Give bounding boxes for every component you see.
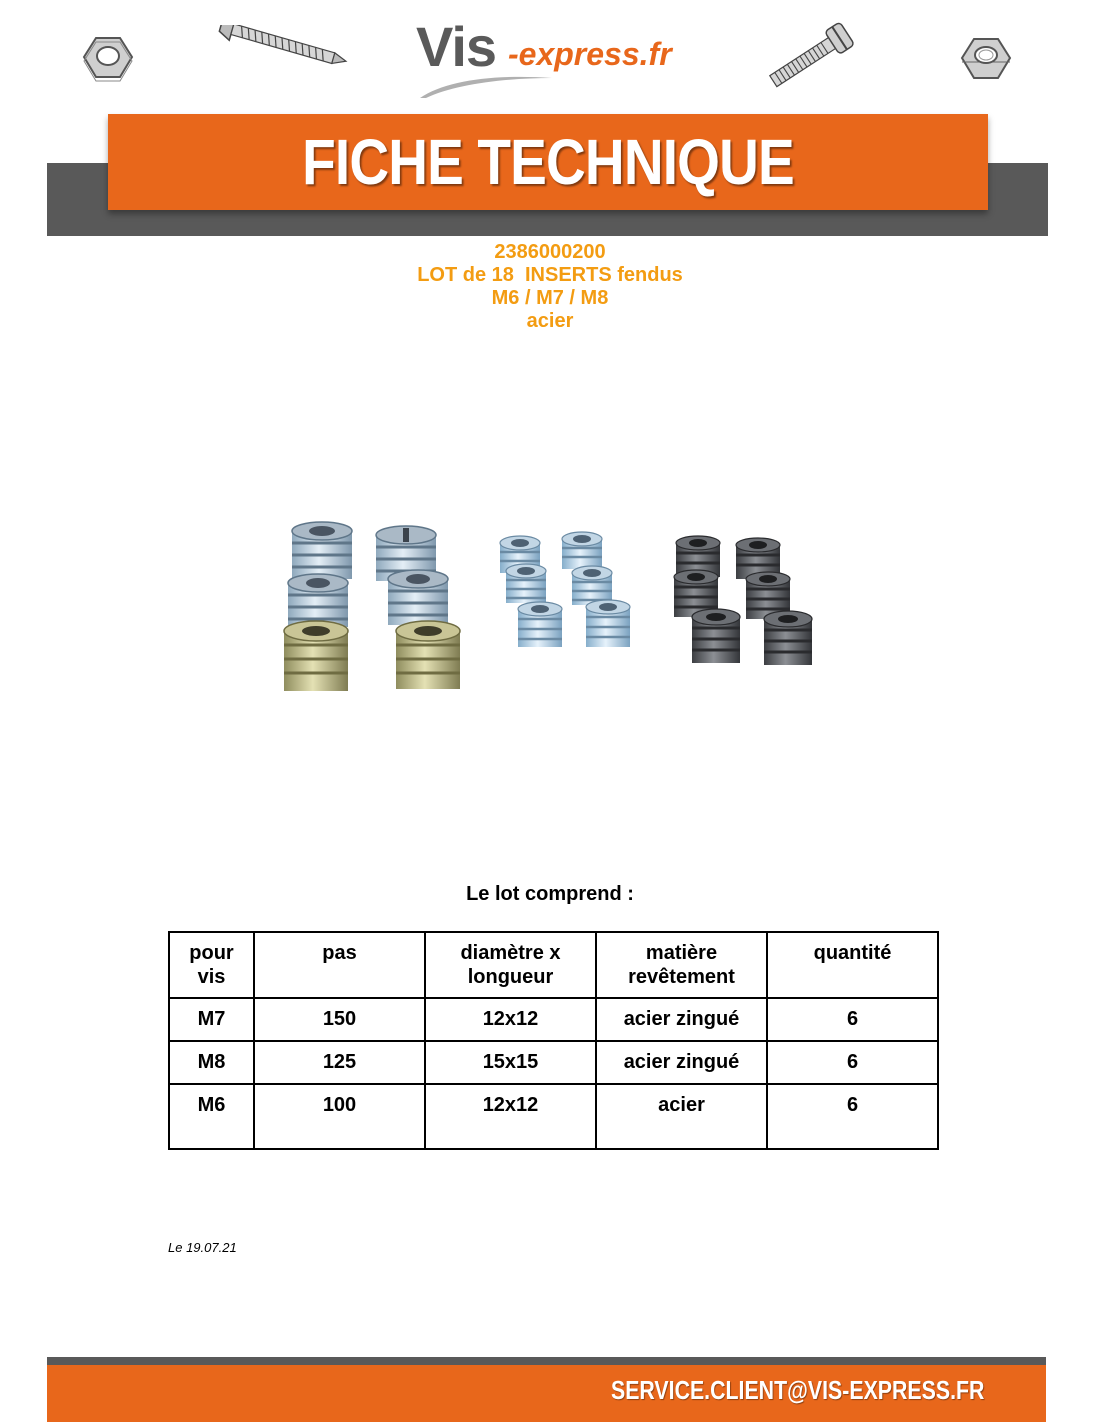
cell-pas: 125 (254, 1041, 425, 1084)
footer-band (47, 1365, 1046, 1422)
product-material: acier (526, 310, 574, 332)
logo-suffix-text: -express.fr (508, 36, 672, 72)
table-row (169, 1084, 938, 1149)
cell-quantite: 6 (767, 1084, 938, 1149)
cell-pas: 150 (254, 998, 425, 1041)
table-header-row (169, 932, 938, 998)
table-row (169, 1041, 938, 1084)
hex-nut-icon (82, 35, 134, 83)
column-header-pas: pas (254, 932, 425, 998)
cell-dimensions: 15x15 (425, 1041, 596, 1084)
logo-main-text: Vis (416, 15, 497, 78)
page-title: FICHE TECHNIQUE (302, 126, 794, 198)
lot-title: Le lot comprend : (466, 883, 634, 905)
insert-group-m7 (500, 532, 630, 647)
logo-swoosh-icon (416, 72, 556, 100)
title-band (108, 114, 988, 210)
product-info (0, 241, 1100, 333)
cell-matiere: acier zingué (596, 1041, 767, 1084)
cell-vis: M7 (169, 998, 254, 1041)
column-header-matiere: matière revêtement (596, 932, 767, 998)
cell-pas: 100 (254, 1084, 425, 1149)
cell-quantite: 6 (767, 1041, 938, 1084)
header-logo-row (0, 0, 1100, 110)
column-header-quantite: quantité (767, 932, 938, 998)
product-sizes: M6 / M7 / M8 (491, 287, 609, 309)
insert-group-m8 (284, 522, 460, 691)
cell-vis: M8 (169, 1041, 254, 1084)
table-row (169, 998, 938, 1041)
lock-nut-icon (960, 36, 1012, 84)
product-name: LOT de 18 INSERTS fendus (417, 264, 683, 286)
footer-email: SERVICE.CLIENT@VIS-EXPRESS.FR (610, 1375, 984, 1405)
column-header-vis: pour vis (169, 932, 254, 998)
lot-table (168, 931, 939, 1150)
column-header-dimensions: diamètre x longueur (425, 932, 596, 998)
cell-vis: M6 (169, 1084, 254, 1149)
insert-group-m6 (674, 536, 812, 665)
brand-logo (400, 10, 700, 105)
cell-matiere: acier (596, 1084, 767, 1149)
cell-quantite: 6 (767, 998, 938, 1041)
document-date: Le 19.07.21 (168, 1240, 237, 1255)
wood-screw-icon (214, 25, 349, 80)
cell-dimensions: 12x12 (425, 1084, 596, 1149)
product-photo (270, 505, 830, 715)
cell-matiere: acier zingué (596, 998, 767, 1041)
machine-screw-icon (762, 20, 864, 92)
cell-dimensions: 12x12 (425, 998, 596, 1041)
product-reference: 2386000200 (494, 241, 606, 263)
